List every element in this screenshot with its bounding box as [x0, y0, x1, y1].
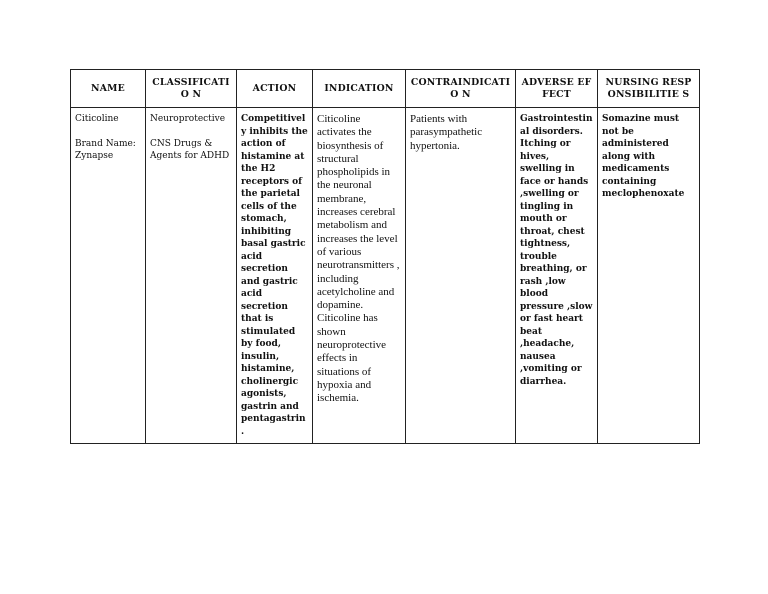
cell-nursing-responsibilities — [598, 108, 700, 444]
header-adverse-effect: ADVERSE EFFECT — [516, 70, 598, 108]
cell-classification — [146, 108, 237, 444]
contraindication-text: Patients with parasympathetic hypertonia. — [410, 113, 483, 152]
table-row — [71, 108, 700, 444]
action-text: Competitively inhibits the action of histamine at the H2 receptors of the parietal cells of the stomach, inhibiting basal gastric acid secretion and gastric acid secretion that is stimulated by food, insulin, histamine, cholinergic agonists, gastrin and pentagastrin. — [241, 114, 308, 437]
header-nursing-responsibilities: NURSING RESPONSIBILITIE S — [598, 70, 700, 108]
cell-action — [237, 108, 313, 444]
header-contraindication: CONTRAINDICATIO N — [406, 70, 516, 108]
cell-indication — [313, 108, 406, 444]
drug-study-table — [70, 69, 700, 444]
header-name: NAME — [71, 70, 146, 108]
nursing-text: Somazine must not be administered along with medicaments containing meclophenoxate — [602, 114, 685, 199]
classification-primary: Neuroprotective — [150, 114, 226, 124]
header-action: ACTION — [237, 70, 313, 108]
adverse-effect-text: Gastrointestinal disorders. Itching or hives, swelling in face or hands ,swelling or tingling in mouth or throat, chest tightness, trouble breathing, or rash ,low blood pressure ,slow or fast heart beat ,headache, nausea ,vomiting or diarrhea. — [520, 114, 593, 387]
indication-text: Citicoline activates the biosynthesis of structural phospholipids in the neuronal membrane, increases cerebral metabolism and increases the level of various neurotransmitters , including acetylcholine and dopamine. Citicoline has shown neuroprotective effects in situations of hypoxia and ischemia. — [317, 113, 400, 405]
cell-contraindication — [406, 108, 516, 444]
header-row — [71, 70, 700, 108]
cell-adverse-effect — [516, 108, 598, 444]
drug-name: Citicoline — [75, 114, 119, 124]
header-indication: INDICATION — [313, 70, 406, 108]
header-classification: CLASSIFICATIO N — [146, 70, 237, 108]
classification-secondary: CNS Drugs & Agents for ADHD — [150, 138, 230, 161]
brand-name: Brand Name: Zynapse — [75, 138, 136, 161]
cell-name — [71, 108, 146, 444]
